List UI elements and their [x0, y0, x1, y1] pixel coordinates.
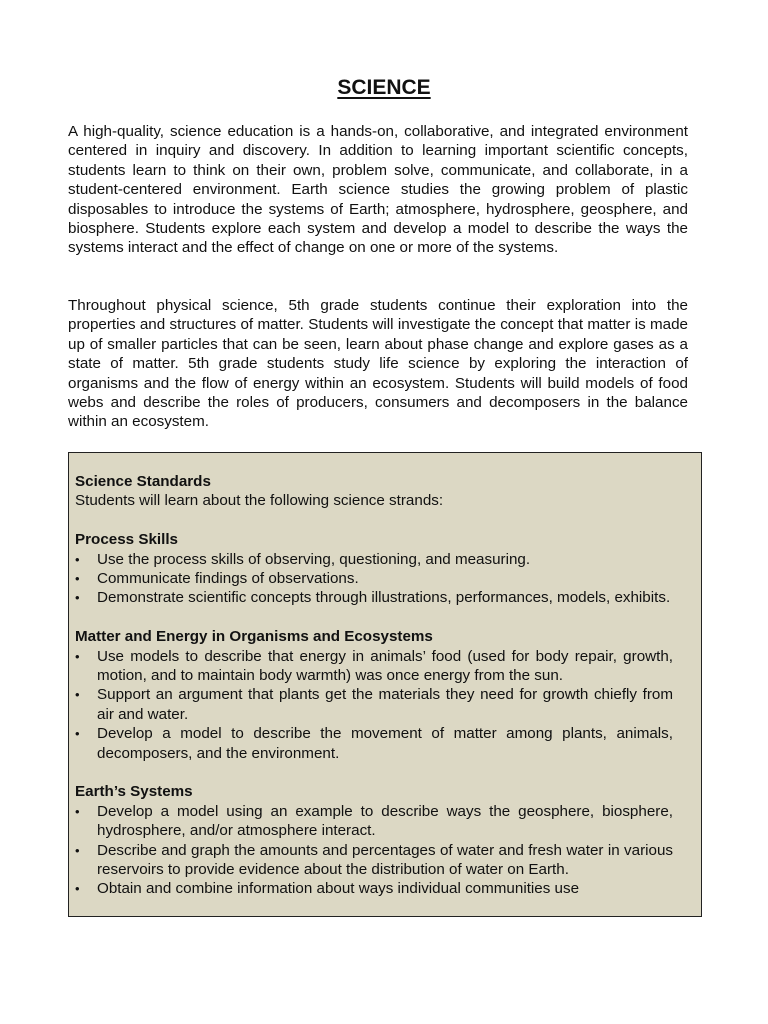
- standards-section-earth-systems: [75, 782, 673, 898]
- standards-section-matter-energy: [75, 627, 673, 763]
- bullet-icon: •: [75, 803, 80, 819]
- science-standards-box: [68, 452, 702, 917]
- bullet-list: [75, 647, 673, 763]
- list-item-text: Describe and graph the amounts and percentages of water and fresh water in various reservoirs to provide evidence about the distribution of water on Earth.: [97, 841, 673, 879]
- list-item: [75, 841, 673, 880]
- list-item-text: Develop a model to describe the movement of matter among plants, animals, decomposers, and the environment.: [97, 725, 673, 762]
- list-item: [75, 588, 673, 607]
- bullet-icon: •: [75, 648, 80, 664]
- list-item: [75, 802, 673, 841]
- standards-intro: Students will learn about the following science strands:: [75, 492, 444, 510]
- section-heading: Matter and Energy in Organisms and Ecosystems: [75, 628, 433, 646]
- bullet-icon: •: [75, 687, 80, 703]
- bullet-list: [75, 802, 673, 899]
- intro-paragraph-1: A high-quality, science education is a hands-on, collaborative, and integrated environment centered in inquiry and discovery. In addition to learning important scientific concepts, students learn to think on their own, problem solve, communicate, and collaborate, in a student-centered environment. Earth science studies the growing problem of plastic disposables to introduce the systems of Earth; atmosphere, hydrosphere, geosphere, and biosphere. Students explore each system and develop a model to describe the ways the systems interact and the effect of change on one or more of the systems.: [68, 123, 688, 257]
- bullet-icon: •: [75, 842, 80, 858]
- bullet-icon: •: [75, 571, 80, 587]
- bullet-icon: •: [75, 881, 80, 897]
- list-item-text: Support an argument that plants get the materials they need for growth chiefly from air and water.: [97, 686, 673, 723]
- list-item: [75, 724, 673, 763]
- bullet-icon: •: [75, 590, 80, 606]
- list-item: [75, 685, 673, 724]
- standards-section-process-skills: [75, 530, 673, 608]
- list-item-text: Obtain and combine information about ways individual communities use: [97, 880, 580, 898]
- list-item-text: Develop a model using an example to describe ways the geosphere, biosphere, hydrosphere, and/or atmosphere interact.: [97, 802, 673, 840]
- list-item: [75, 569, 673, 588]
- list-item: [75, 647, 673, 686]
- list-item: [75, 879, 673, 898]
- list-item-text: Demonstrate scientific concepts through illustrations, performances, models, exhibits.: [97, 589, 671, 607]
- section-heading: Earth’s Systems: [75, 783, 193, 801]
- standards-heading: Science Standards: [75, 473, 211, 490]
- list-item: [75, 550, 673, 569]
- bullet-list: [75, 550, 673, 608]
- section-heading: Process Skills: [75, 531, 179, 549]
- bullet-icon: •: [75, 551, 80, 567]
- standards-content: [75, 472, 673, 899]
- bullet-icon: •: [75, 726, 80, 742]
- list-item-text: Communicate findings of observations.: [97, 570, 359, 588]
- list-item-text: Use models to describe that energy in animals’ food (used for body repair, growth, motion, and to maintain body warmth) was once energy from the sun.: [97, 647, 673, 685]
- page-title: SCIENCE: [337, 76, 431, 99]
- intro-paragraph-2: Throughout physical science, 5th grade students continue their exploration into the properties and structures of matter. Students will investigate the concept that matter is made up of smaller particles that can be seen, learn about phase change and explore gases as a state of matter. 5th grade students study life science by exploring the interaction of organisms and the flow of energy within an ecosystem. Students will build models of food webs and describe the roles of producers, consumers and decomposers in the balance within an ecosystem.: [68, 297, 688, 431]
- list-item-text: Use the process skills of observing, questioning, and measuring.: [97, 550, 531, 568]
